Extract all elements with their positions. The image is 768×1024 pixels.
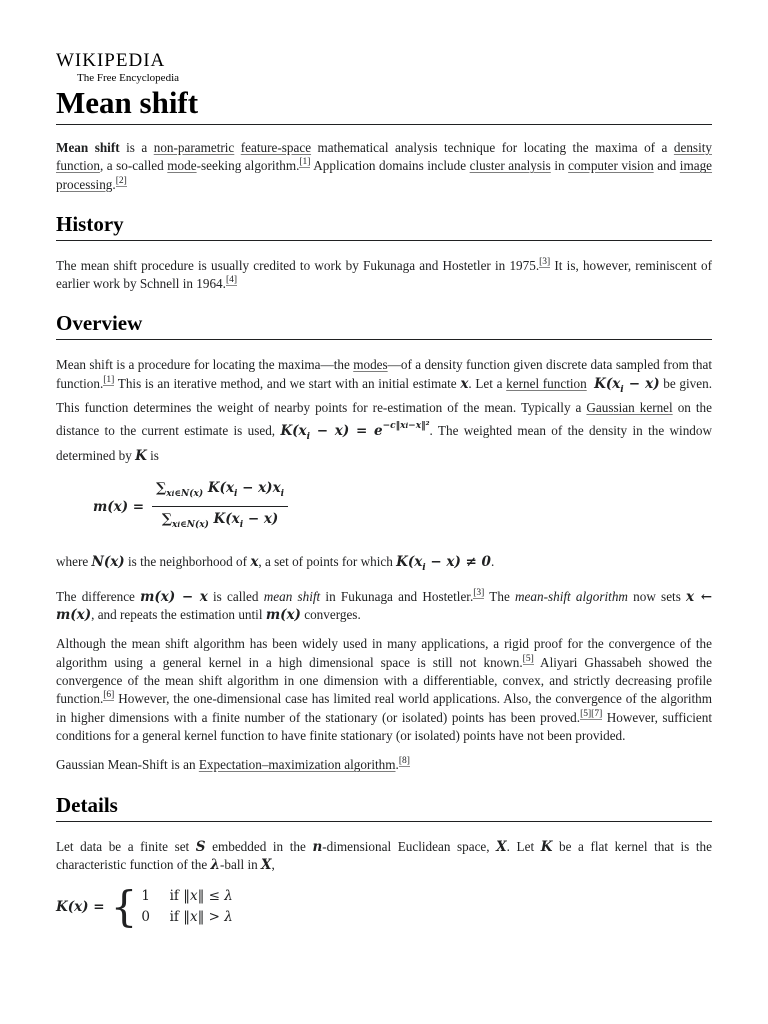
details-paragraph: Let data be a finite set S embedded in the n-dimensional Euclidean space, X. Let K be a flat kernel that is the characteristic function of the λ-ball in X,: [56, 838, 712, 873]
link-image-processing[interactable]: image processing: [56, 158, 713, 192]
ref-6[interactable]: [6]: [103, 690, 115, 701]
ref-8[interactable]: [8]: [398, 756, 410, 767]
math-x: x: [460, 375, 469, 392]
link-mode[interactable]: mode: [167, 158, 197, 174]
mean-formula: m(x) = $\frac{\sum_{xi\in N(x)} K(x_i - x)x_i}{\sum_{xi\in N(x)} K(x_i - x)}$: [93, 479, 712, 535]
link-feature-space[interactable]: feature-space: [240, 140, 312, 155]
link-computer-vision[interactable]: computer vision: [568, 158, 654, 174]
link-non-parametric[interactable]: non-parametric: [153, 140, 235, 155]
ref-5b[interactable]: [5]: [580, 708, 592, 719]
logo-wordmark: WIKIPEDIA: [56, 50, 166, 71]
ref-2[interactable]: [2]: [115, 175, 127, 186]
article-body: [56, 139, 713, 932]
ref-3b[interactable]: [3]: [473, 587, 485, 598]
page-title: Mean shift: [56, 84, 712, 125]
link-density-function[interactable]: density function: [56, 140, 712, 174]
ref-3[interactable]: [3]: [539, 256, 551, 267]
wikipedia-logo[interactable]: [56, 50, 179, 84]
math-K: K: [135, 447, 147, 464]
ref-5[interactable]: [5]: [522, 653, 534, 664]
intro-bold-term: Mean shift: [56, 140, 120, 155]
math-kernel: $K(x_i - x)$: [594, 375, 660, 395]
overview-paragraph-2: where N(x) is the neighborhood of x, a set of points for which $K(x_i - x) \ne 0$.: [56, 553, 495, 573]
ref-1b[interactable]: [1]: [103, 374, 115, 385]
overview-paragraph-4: Although the mean shift algorithm has been widely used in many applications, a rigid proof for the convergence of the algorithm using a general kernel in a high dimensional space is still not known.[5] Aliyari Ghassabeh showed the convergence of the mean shift algorithm in one dimension with a differentiable, convex, and strictly decreasing profile function.[6] However, the one-dimensional case has limited real world applications. Also, the convergence of the algorithm in higher dimensions with a finite number of the stationary (or isolated) points has been proved.[5][7] However, sufficient conditions for a general kernel function to have finite stationary (or isolated) points have not been provided.: [56, 636, 712, 743]
overview-paragraph-3: The difference m(x) − x is called mean shift in Fukunaga and Hostetler.[3] The mean-shift algorithm now sets x ← m(x), and repeats the estimation until m(x) converges.: [56, 587, 713, 624]
section-heading-details: Details: [56, 791, 712, 822]
ref-7[interactable]: [7]: [591, 708, 603, 719]
section-heading-overview: Overview: [56, 309, 712, 340]
overview-paragraph-1: Mean shift is a procedure for locating the maxima—the modes—of a density function given discrete data sampled from that function.[1] This is an iterative method, and we start with an initial estimate x. Let a kernel function $K(x_i - x)$ be given. This function determines the weight of nearby points for re-estimation of the mean. Typically a Gaussian kernel on the distance to the current estimate is used, $K(x_i - x) = e^{-c‖xi-x‖^2}$. The weighted mean of the density in the window determined by K is: [56, 357, 713, 464]
flat-kernel-formula: K(x) = { 1 if ‖x‖ ≤ λ 0 if ‖x‖ > λ: [56, 882, 233, 932]
overview-paragraph-5: Gaussian Mean-Shift is an Expectation–maximization algorithm.[8]: [56, 756, 410, 773]
logo-tagline: The Free Encyclopedia: [77, 72, 180, 84]
link-cluster-analysis[interactable]: cluster analysis: [469, 158, 551, 174]
section-heading-history: History: [56, 210, 712, 241]
intro-paragraph: Mean shift is a non-parametric feature-space mathematical analysis technique for locating the maxima of a density function, a so-called mode-seeking algorithm.[1] Application domains include cluster analysis in computer vision and image processing.[2]: [56, 140, 713, 192]
link-expectation-maximization[interactable]: Expectation–maximization algorithm: [198, 757, 396, 773]
link-gaussian-kernel[interactable]: Gaussian kernel: [586, 400, 673, 416]
history-paragraph: The mean shift procedure is usually credited to work by Fukunaga and Hostetler in 1975.[3] It is, however, reminiscent of earlier work by Schnell in 1964.[4]: [56, 256, 713, 292]
math-gaussian: $K(x_i - x) = e^{-c‖xi-x‖^2}$: [280, 421, 430, 443]
ref-4[interactable]: [4]: [225, 275, 238, 286]
link-modes[interactable]: modes: [353, 357, 388, 373]
link-kernel-function[interactable]: kernel function: [506, 375, 587, 391]
ref-1[interactable]: [1]: [299, 157, 311, 168]
